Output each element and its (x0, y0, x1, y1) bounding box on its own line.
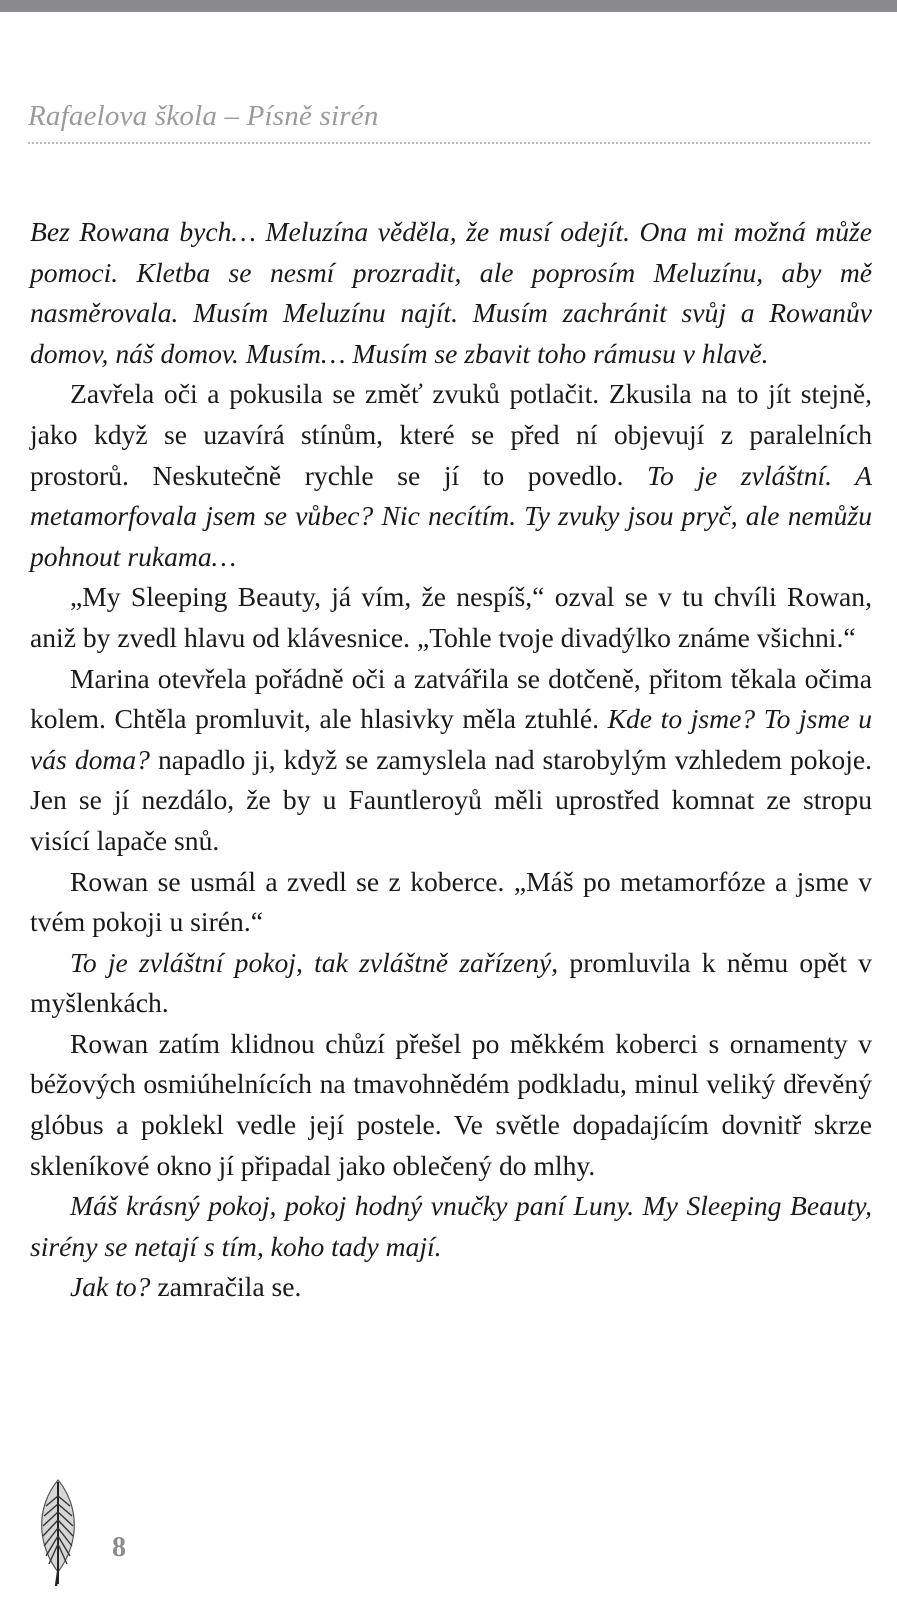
page-number: 8 (112, 1532, 126, 1563)
header-dotted-rule (28, 142, 870, 144)
paragraph-5: Rowan se usmál a zvedl se z koberce. „Máš po metamorfóze a jsme v tvém pokoji u sirén.“ (30, 865, 872, 938)
paragraph-6: To je zvláštní pokoj, tak zvláštně zařízený, promluvila k němu opět v myšlenkách. (30, 946, 872, 1019)
paragraph-9: Jak to? zamračila se. (70, 1271, 302, 1303)
paragraph-4: Marina otevřela pořádně oči a zatvářila se dotčeně, přitom těkala očima kolem. Chtěla promluvit, ale hlasivky měla ztuhlé. Kde to jsme? To jsme u vás doma? napadlo ji, když se zamyslela nad starobylým vzhledem pokoje. Jen se jí nezdálo, že by u Fauntleroyů měli uprostřed komnat ze stropu visící lapače snů. (30, 662, 873, 856)
page-text (30, 212, 872, 1308)
running-head-title: Rafaelova škola – Písně sirén (28, 100, 379, 132)
paragraph-3: „My Sleeping Beauty, já vím, že nespíš,“ ozval se v tu chvíli Rowan, aniž by zvedl hlavu od klávesnice. „Tohle tvoje divadýlko známe všichni.“ (30, 581, 872, 653)
top-bar (0, 0, 897, 12)
feather-icon (34, 1476, 82, 1588)
paragraph-8: Máš krásný pokoj, pokoj hodný vnučky paní Luny. My Sleeping Beauty, sirény se netají s tím, koho tady mají. (30, 1190, 872, 1262)
paragraph-1 (30, 212, 872, 374)
italic-thought: Bez Rowana bych… Meluzína věděla, že musí odejít. Ona mi možná může pomoci. Kletba se nesmí prozradit, ale poprosím Meluzínu, aby mě nasměrovala. Musím Meluzínu najít. Musím zachránit svůj a Rowanův domov, náš domov. Musím… Musím se zbavit toho rámusu v hlavě. (30, 216, 872, 369)
paragraph-7: Rowan zatím klidnou chůzí přešel po měkkém koberci s ornamenty v béžových osmiúhelnících na tmavohnědém podkladu, minul veliký dřevěný glóbus a poklekl vedle její postele. Ve světle dopadajícím dovnitř skrze skleníkové okno jí připadal jako oblečený do mlhy. (30, 1027, 872, 1181)
paragraph-2: Zavřela oči a pokusila se změť zvuků potlačit. Zkusila na to jít stejně, jako když se uzavírá stínům, které se před ní objevují z paralelních prostorů. Neskutečně rychle se jí to povedlo. To je zvláštní. A metamorfovala jsem se vůbec? Nic necítím. Ty zvuky jsou pryč, ale nemůžu pohnout rukama… (30, 378, 872, 572)
